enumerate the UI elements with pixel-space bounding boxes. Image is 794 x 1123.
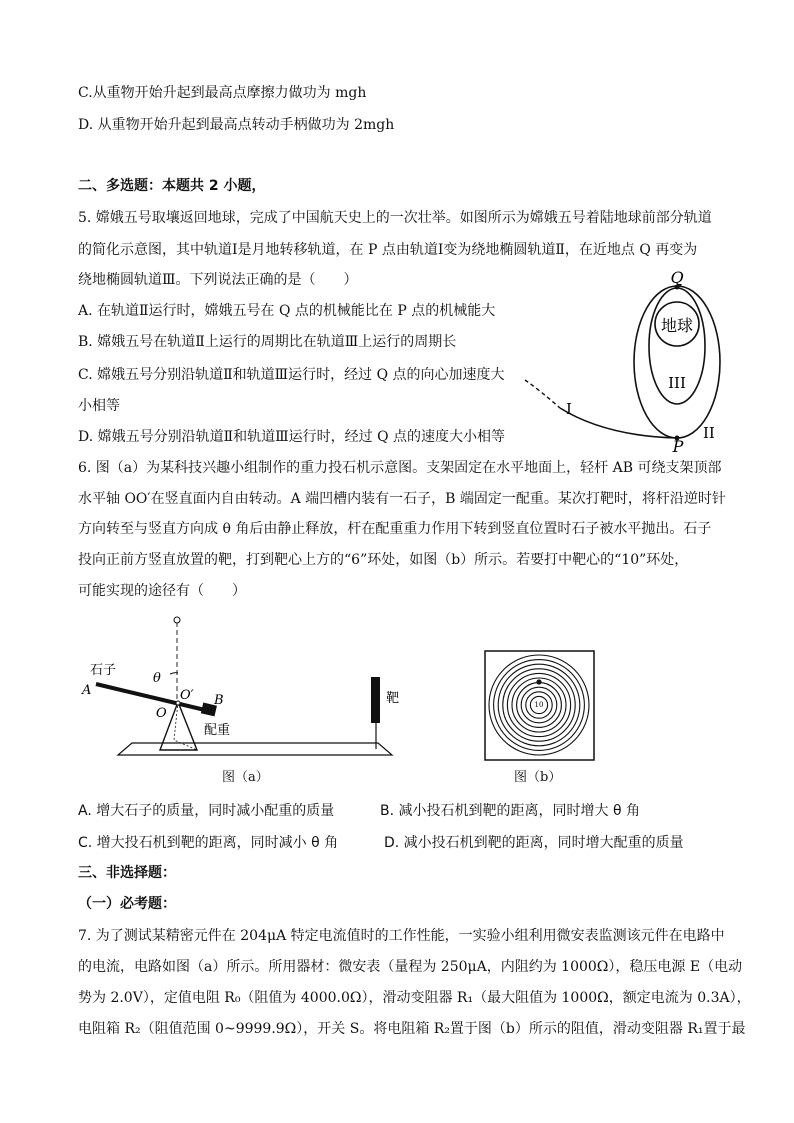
q7-stem-line3: 势为 2.0V），定值电阻 R₀（阻值为 4000.0Ω），滑动变阻器 R₁（最大阻值为 1000Ω，额定电流为 0.3A）， (78, 990, 751, 1006)
section-3-heading: 三、非选择题： (78, 865, 176, 881)
label-a: A (82, 683, 92, 698)
q6-option-d: D. 减小投石机到靶的距离，同时增大配重的质量 (384, 835, 684, 851)
q7-stem-line1: 7. 为了测试某精密元件在 204μA 特定电流值时的工作性能，一实验小组利用微安表监测该元件在电路中 (78, 928, 725, 944)
q5-option-d: D. 嫦娥五号分别沿轨道Ⅱ和轨道Ⅲ运行时，经过 Q 点的速度大小相等 (78, 429, 506, 445)
q5-stem-line3: 绕地椭圆轨道Ⅲ。下列说法正确的是（ ） (78, 272, 358, 288)
target-figure (484, 650, 596, 762)
q6-option-c: C. 增大投石机到靶的距离，同时减小 θ 角 (78, 835, 339, 851)
q7-stem-line4: 电阻箱 R₂（阻值范围 0~9999.9Ω），开关 S。将电阻箱 R₂置于图（b）所示的阻值，滑动变阻器 R₁置于最 (78, 1021, 746, 1037)
label-b: B (214, 693, 224, 708)
q6-option-a: A. 增大石子的质量，同时减小配重的质量 (78, 803, 335, 819)
q6-stem-line1: 6. 图（a）为某科技兴趣小组制作的重力投石机示意图。支架固定在水平地面上，轻杆 AB 可绕支架顶部 (78, 460, 722, 476)
option-c-q4: C.从重物开始升起到最高点摩擦力做功为 mgh (78, 85, 367, 101)
q6-stem-line3: 方向转至与竖直方向成 θ 角后由静止释放，杆在配重重力作用下转到竖直位置时石子被水平抛出。石子 (78, 521, 712, 537)
option-d-q4: D. 从重物开始升起到最高点转动手柄做功为 2mgh (78, 117, 395, 133)
target-board (371, 677, 380, 723)
q5-stem-line2: 的简化示意图，其中轨道Ⅰ是月地转移轨道，在 P 点由轨道Ⅰ变为绕地椭圆轨道Ⅱ，在近地点 Q 再变为 (78, 242, 698, 258)
label-p: P (672, 437, 684, 453)
q5-stem-line1: 5. 嫦娥五号取壤返回地球，完成了中国航天史上的一次壮举。如图所示为嫦娥五号着陆地球前部分轨道 (78, 210, 712, 226)
ground (118, 743, 392, 755)
catapult-figure (80, 612, 430, 762)
vertical-end (174, 617, 180, 623)
label-o-prime: O′ (180, 688, 194, 703)
caption-b: 图（b） (514, 770, 562, 785)
label-orbit-iii: III (668, 374, 686, 392)
q5-option-a: A. 在轨道Ⅱ运行时，嫦娥五号在 Q 点的机械能比在 P 点的机械能大 (78, 303, 496, 319)
bullseye-label: 10 (534, 701, 544, 709)
label-o: O (156, 706, 167, 721)
q5-option-b: B. 嫦娥五号在轨道Ⅱ上运行的周期比在轨道Ⅲ上运行的周期长 (78, 334, 457, 350)
label-theta: θ (153, 671, 161, 686)
label-counterweight: 配重 (204, 723, 231, 738)
earth-label: 地球 (660, 316, 694, 335)
q6-stem-line4: 投向正前方竖直放置的靶，打到靶心上方的“6”环处，如图（b）所示。若要打中靶心的“10”环处， (78, 552, 689, 568)
q6-stem-line5: 可能实现的途径有（ ） (78, 583, 246, 599)
orbit-i (560, 408, 677, 438)
label-orbit-ii: II (703, 424, 715, 442)
orbit-figure (520, 268, 730, 453)
hit-mark (536, 679, 541, 684)
label-target: 靶 (386, 691, 400, 706)
q6-option-b: B. 减小投石机到靶的距离，同时增大 θ 角 (380, 803, 640, 819)
subsection-required: （一）必考题： (78, 896, 176, 912)
q5-option-c-line2: 小相等 (78, 398, 120, 414)
label-stone: 石子 (90, 663, 117, 678)
q6-stem-line2: 水平轴 OO′在竖直面内自由转动。A 端凹槽内装有一石子，B 端固定一配重。某次打靶时，将杆沿逆时针 (78, 491, 726, 507)
caption-a: 图（a） (222, 770, 269, 785)
label-q: Q (670, 268, 684, 287)
section-2-heading: 二、多选题：本题共 2 小题， (78, 178, 266, 194)
q5-option-c-line1: C. 嫦娥五号分别沿轨道Ⅱ和轨道Ⅲ运行时，经过 Q 点的向心加速度大 (78, 367, 505, 383)
orbit-ii (634, 286, 720, 438)
orbit-i-dashed (525, 380, 560, 408)
label-orbit-i: I (566, 400, 572, 418)
q7-stem-line2: 的电流，电路如图（a）所示。所用器材：微安表（量程为 250μA，内阻约为 1000Ω），稳压电源 E（电动 (78, 959, 743, 975)
